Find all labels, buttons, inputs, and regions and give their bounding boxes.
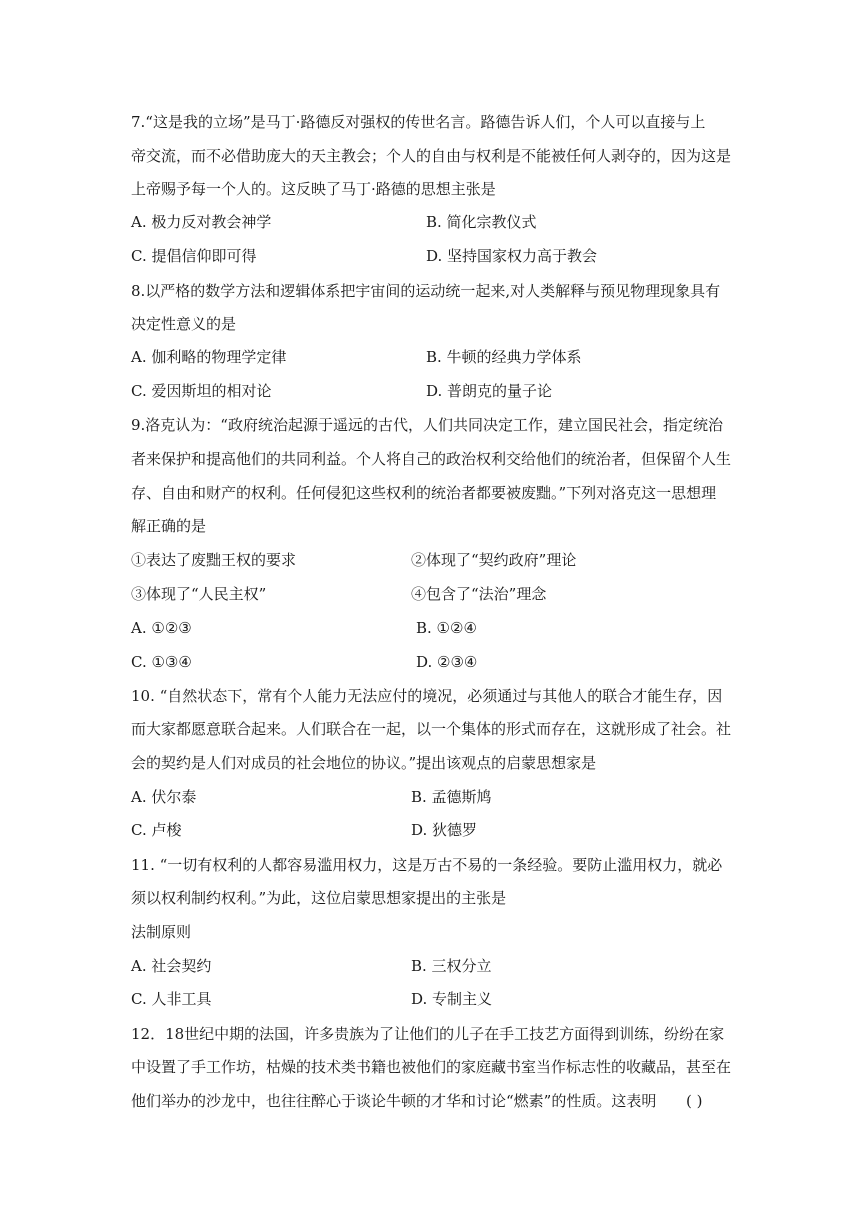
answer-blank: ( ) [686,1092,703,1110]
statement-2: ②体现了“契约政府”理论 [411,551,577,569]
option-a: A. 社会契约 [131,957,212,975]
option-a: A. ①②③ [131,619,192,637]
question-stem-line: 决定性意义的是 [131,315,237,333]
option-b: B. ①②④ [416,619,477,637]
question-stem-line: 中设置了手工作坊，枯燥的技术类书籍也被他们的家庭藏书室当作标志性的收藏品，甚至在 [131,1058,732,1076]
option-b: B. 孟德斯鸠 [411,788,492,806]
option-d: D. 坚持国家权力高于教会 [426,247,598,265]
option-c: C. 人非工具 [131,990,212,1008]
option-b: B. 牛顿的经典力学体系 [426,348,582,366]
statement-4: ④包含了“法治”理念 [411,585,547,603]
question-stem-line: 帝交流，而不必借助庞大的天主教会；个人的自由与权利是不能被任何人剥夺的，因为这是 [131,147,732,165]
question-stem-line: 8.以严格的数学方法和逻辑体系把宇宙间的运动统一起来,对人类解释与预见物理现象具有 [131,282,721,300]
question-stem-line: 存、自由和财产的权利。任何侵犯这些权利的统治者都要被废黜。”下列对洛克这一思想理 [131,484,717,502]
option-d: D. ②③④ [416,653,478,671]
option-c: C. ①③④ [131,653,192,671]
option-b: B. 三权分立 [411,957,492,975]
question-stem-line: 12．18世纪中期的法国，许多贵族为了让他们的儿子在手工技艺方面得到训练，纷纷在家 [131,1025,725,1043]
option-d: D. 狄德罗 [411,821,478,839]
question-stem-line: 7.“这是我的立场”是马丁·路德反对强权的传世名言。路德告诉人们，个人可以直接与上 [131,113,706,131]
question-stem-line: 法制原则 [131,923,192,941]
question-stem-line: 10. “自然状态下，常有个人能力无法应付的境况，必须通过与其他人的联合才能生存，因 [131,687,723,705]
question-stem-line: 须以权利制约权利。”为此，这位启蒙思想家提出的主张是 [131,889,507,907]
option-a: A. 伏尔泰 [131,788,197,806]
statement-1: ①表达了废黜王权的要求 [131,551,297,569]
statement-3: ③体现了“人民主权” [131,585,267,603]
question-stem-line: 会的契约是人们对成员的社会地位的协议。”提出该观点的启蒙思想家是 [131,754,597,772]
question-stem-line: 他们举办的沙龙中，也往往醉心于谈论牛顿的才华和讨论“燃素”的性质。这表明 [131,1092,657,1110]
question-stem-line: 者来保护和提高他们的共同利益。个人将自己的政治权利交给他们的统治者，但保留个人生 [131,450,732,468]
option-c: C. 爱因斯坦的相对论 [131,382,272,400]
option-a: A. 伽利略的物理学定律 [131,348,287,366]
question-stem-line: 上帝赐予每一个人的。这反映了马丁·路德的思想主张是 [131,180,496,198]
question-stem-line: 11. “一切有权利的人都容易滥用权力，这是万古不易的一条经验。要防止滥用权力，就必 [131,856,723,874]
option-a: A. 极力反对教会神学 [131,213,272,231]
option-c: C. 卢梭 [131,821,182,839]
option-c: C. 提倡信仰即可得 [131,247,257,265]
option-b: B. 简化宗教仪式 [426,213,537,231]
question-stem-line: 而大家都愿意联合起来。人们联合在一起，以一个集体的形式而存在，这就形成了社会。社 [131,720,732,738]
option-d: D. 普朗克的量子论 [426,382,553,400]
option-d: D. 专制主义 [411,990,493,1008]
question-stem-line: 解正确的是 [131,517,207,535]
question-stem-line: 9.洛克认为：“政府统治起源于遥远的古代，人们共同决定工作，建立国民社会，指定统治 [131,416,723,434]
